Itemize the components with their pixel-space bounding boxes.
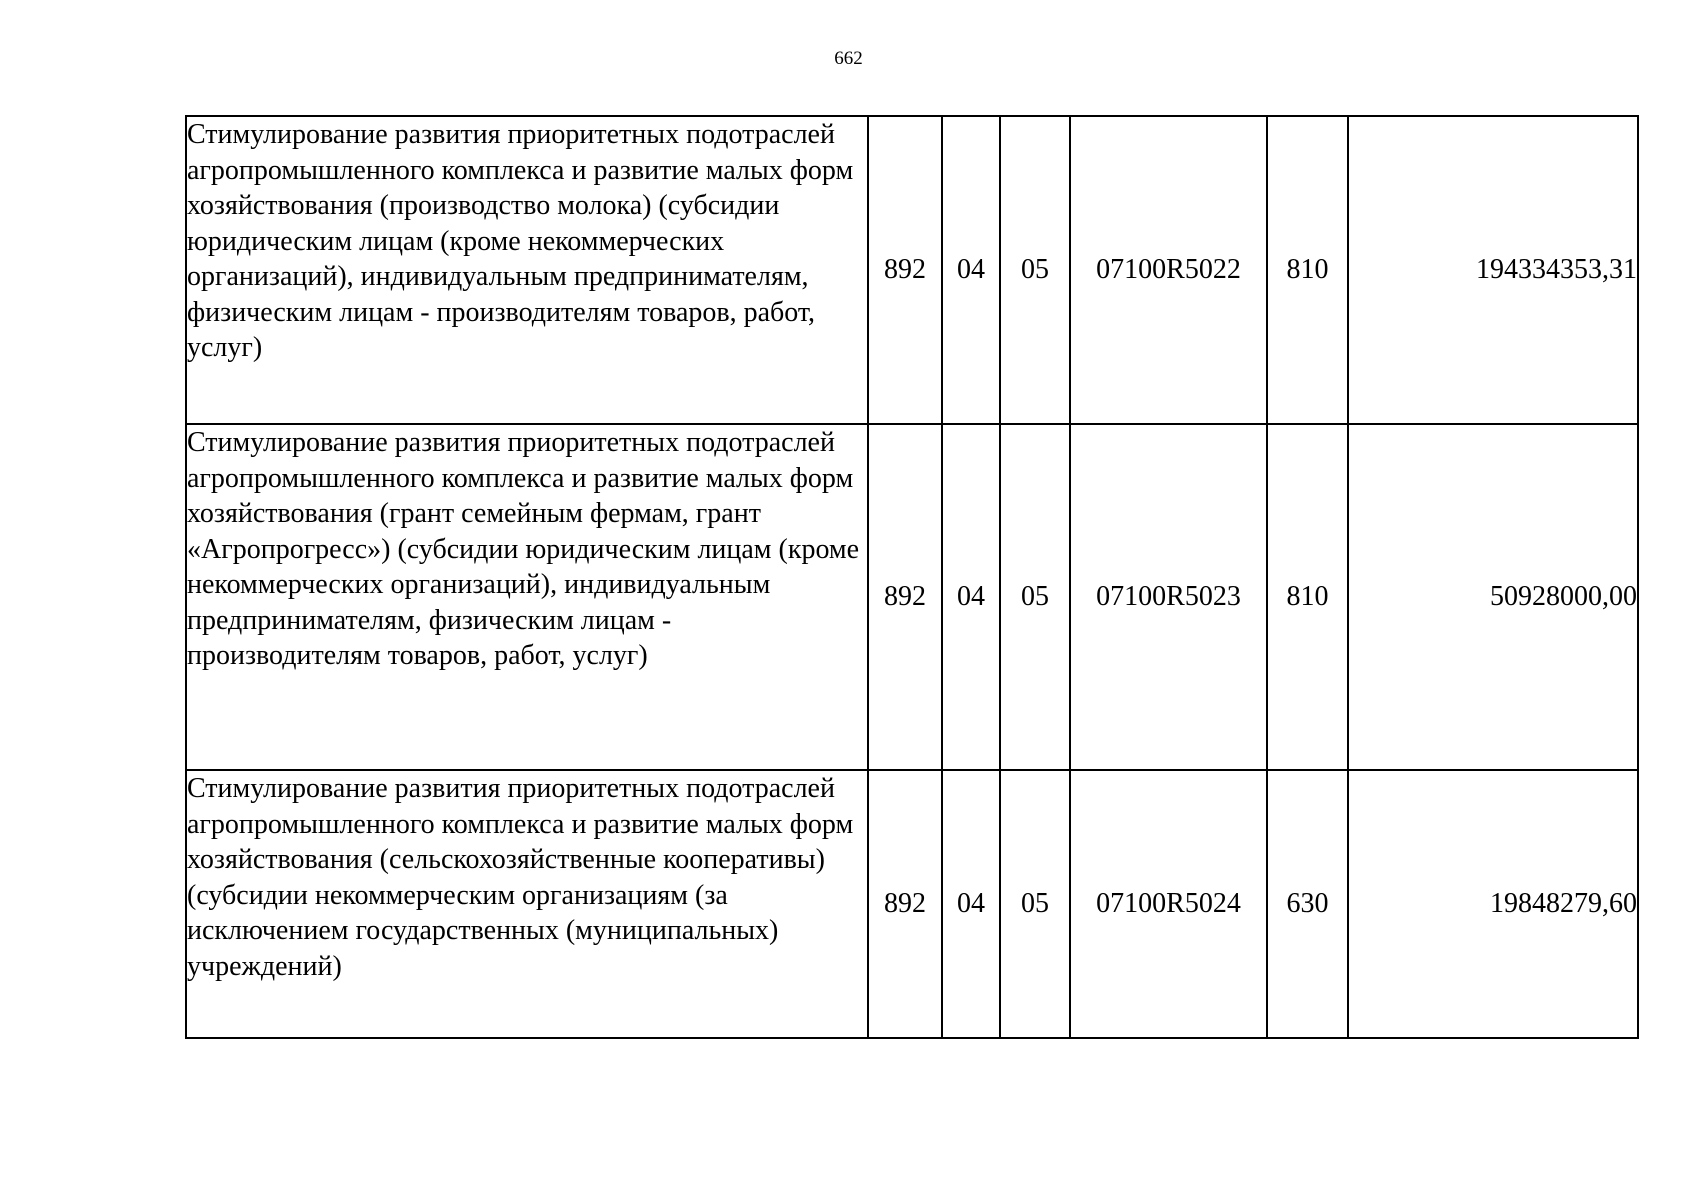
- table-row: [186, 770, 1638, 1038]
- ministry-code: 892: [868, 424, 942, 770]
- amount-value: 19848279,60: [1348, 770, 1638, 1038]
- target-item-code: 07100R5024: [1070, 770, 1267, 1038]
- subsection-code: 05: [1000, 424, 1070, 770]
- expense-type-code: 810: [1267, 116, 1348, 424]
- expense-type-code: 810: [1267, 424, 1348, 770]
- subsection-code: 05: [1000, 770, 1070, 1038]
- table-row: [186, 424, 1638, 770]
- target-item-code: 07100R5023: [1070, 424, 1267, 770]
- ministry-code: 892: [868, 116, 942, 424]
- section-code: 04: [942, 770, 1000, 1038]
- section-code: 04: [942, 424, 1000, 770]
- table-row: [186, 116, 1638, 424]
- row-description: Стимулирование развития приоритетных подотраслей агропромышленного комплекса и развитие малых форм хозяйствования (грант семейным фермам, грант «Агропрогресс») (субсидии юридическим лицам (кроме некоммерческих организаций), индивидуальным предпринимателям, физическим лицам - производителям товаров, работ, услуг): [186, 424, 868, 770]
- ministry-code: 892: [868, 770, 942, 1038]
- target-item-code: 07100R5022: [1070, 116, 1267, 424]
- subsection-code: 05: [1000, 116, 1070, 424]
- budget-table: [185, 115, 1639, 1039]
- page-number: 662: [834, 48, 863, 69]
- expense-type-code: 630: [1267, 770, 1348, 1038]
- section-code: 04: [942, 116, 1000, 424]
- amount-value: 50928000,00: [1348, 424, 1638, 770]
- amount-value: 194334353,31: [1348, 116, 1638, 424]
- row-description: Стимулирование развития приоритетных подотраслей агропромышленного комплекса и развитие малых форм хозяйствования (производство молока) (субсидии юридическим лицам (кроме некоммерческих организаций), индивидуальным предпринимателям, физическим лицам - производителям товаров, работ, услуг): [186, 116, 868, 424]
- row-description: Стимулирование развития приоритетных подотраслей агропромышленного комплекса и развитие малых форм хозяйствования (сельскохозяйственные кооперативы) (субсидии некоммерческим организациям (за исключением государственных (муниципальных) учреждений): [186, 770, 868, 1038]
